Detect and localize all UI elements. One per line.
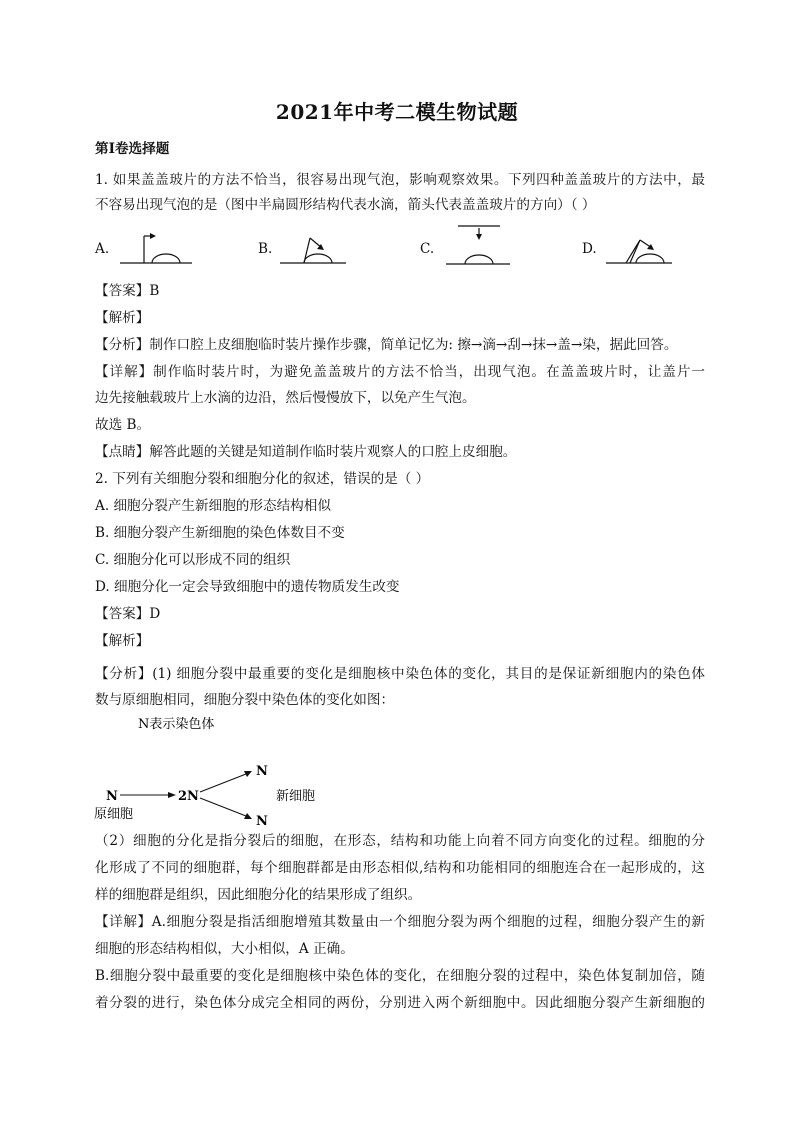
q2-stem: 2. 下列有关细胞分裂和细胞分化的叙述，错误的是（ ） bbox=[95, 471, 430, 487]
q2-answer: 【答案】D bbox=[95, 606, 161, 622]
q1-detail-line-1: 【详解】制作临时装片时，为避免盖盖玻片的方法不恰当，出现气泡。在盖盖玻片时，让盖片一 bbox=[95, 364, 705, 380]
q1-stem-line-1: 1. 如果盖盖玻片的方法不恰当，很容易出现气泡，影响观察效果。下列四种盖盖玻片的方法中，最 bbox=[95, 172, 705, 188]
diagram-n-original: N bbox=[106, 789, 118, 804]
q1-answer: 【答案】B bbox=[95, 283, 160, 299]
q2-option-b: B. 细胞分裂产生新细胞的染色体数目不变 bbox=[95, 525, 345, 541]
q1-key-point: 【点睛】解答此题的关键是知道制作临时装片观察人的口腔上皮细胞。 bbox=[95, 444, 517, 460]
page-title: 2021年中考二模生物试题 bbox=[275, 100, 519, 124]
q1-option-d-label: D. bbox=[582, 241, 597, 257]
q2-fenxi-line-2: 数与原细胞相同，细胞分裂中染色体的变化如图： bbox=[95, 692, 395, 708]
diagram-n-new-top: N bbox=[256, 764, 268, 779]
q2-differentiation-line-3: 样的细胞群是组织，因此细胞分化的结果形成了组织。 bbox=[95, 887, 422, 903]
q2-detail-line-1: 【详解】A.细胞分裂是指活细胞增殖其数量由一个细胞分裂为两个细胞的过程，细胞分裂产生的新 bbox=[95, 914, 705, 930]
q1-detail-line-2: 边先接触载玻片上水滴的边沿，然后慢慢放下，以免产生气泡。 bbox=[95, 390, 476, 406]
option-b-figure bbox=[278, 228, 350, 268]
q1-option-c-label: C. bbox=[420, 241, 435, 257]
q2-detail-line-2: 细胞的形态结构相似，大小相似，A 正确。 bbox=[95, 941, 354, 957]
q1-stem-line-2: 不容易出现气泡的是（图中半扁圆形结构代表水滴，箭头代表盖盖玻片的方向）（ ） bbox=[95, 197, 596, 213]
q2-option-a: A. 细胞分裂产生新细胞的形态结构相似 bbox=[95, 498, 331, 514]
q2-option-d: D. 细胞分化一定会导致细胞中的遗传物质发生改变 bbox=[95, 579, 400, 595]
diagram-new-cell-label: 新细胞 bbox=[276, 789, 316, 804]
q2-differentiation-line-1: （2）细胞的分化是指分裂后的细胞，在形态，结构和功能上向着不同方向变化的过程。细胞的分 bbox=[95, 833, 705, 849]
option-a-figure bbox=[118, 228, 196, 268]
q2-option-c: C. 细胞分化可以形成不同的组织 bbox=[95, 552, 291, 568]
q1-analysis-heading: 【解析】 bbox=[95, 310, 150, 326]
q2-detail-line-4: 着分裂的进行，染色体分成完全相同的两份，分别进入两个新细胞中。因此细胞分裂产生新细胞的 bbox=[95, 995, 705, 1011]
option-c-figure bbox=[444, 222, 514, 270]
q2-analysis-heading: 【解析】 bbox=[95, 633, 150, 649]
diagram-2n: 2N bbox=[178, 789, 199, 804]
q2-differentiation-line-2: 化形成了不同的细胞群，每个细胞群都是由形态相似,结构和功能相同的细胞连合在一起形成的，这 bbox=[95, 860, 705, 876]
diagram-original-cell-label: 原细胞 bbox=[94, 807, 134, 822]
q2-fenxi-line-1: 【分析】(1) 细胞分裂中最重要的变化是细胞核中染色体的变化，其目的是保证新细胞内的染色体 bbox=[95, 666, 705, 682]
section-heading: 第Ⅰ卷选择题 bbox=[95, 141, 170, 157]
diagram-caption: N表示染色体 bbox=[138, 717, 215, 732]
q2-detail-line-3: B.细胞分裂中最重要的变化是细胞核中染色体的变化，在细胞分裂的过程中，染色体复制加倍，随 bbox=[95, 968, 705, 984]
q1-option-b-label: B. bbox=[258, 241, 273, 257]
option-d-figure bbox=[604, 228, 676, 268]
q1-choice: 故选 B。 bbox=[95, 417, 151, 433]
q1-analysis-fenxi: 【分析】制作口腔上皮细胞临时装片操作步骤，简单记忆为: 擦→滴→刮→抹→盖→染，据此回答。 bbox=[95, 337, 678, 353]
diagram-n-new-bottom: N bbox=[256, 814, 268, 828]
q1-option-a-label: A. bbox=[95, 241, 110, 257]
chromosome-division-diagram bbox=[92, 708, 352, 828]
